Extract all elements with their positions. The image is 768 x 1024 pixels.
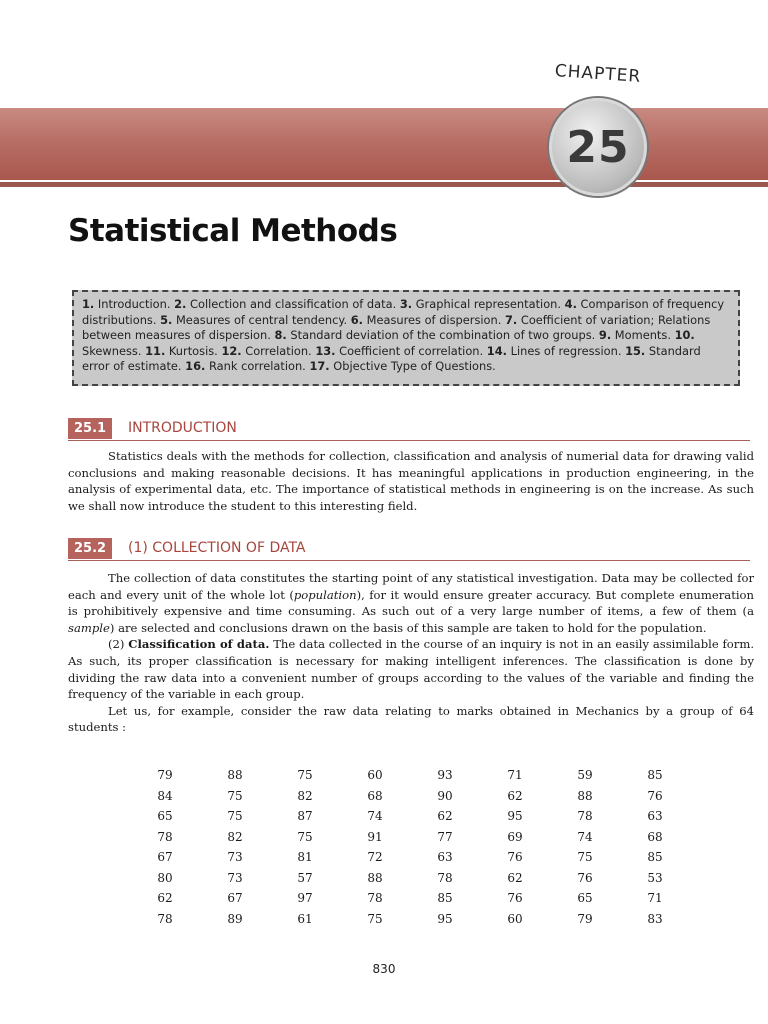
table-cell: 57	[297, 870, 313, 885]
table-cell: 53	[647, 870, 663, 885]
contents-item-number: 1.	[82, 297, 95, 311]
table-cell: 82	[297, 788, 313, 803]
table-cell: 91	[367, 829, 383, 844]
table-cell: 95	[507, 809, 523, 824]
table-cell: 67	[227, 891, 243, 906]
introduction-paragraph	[68, 448, 754, 514]
contents-item-text: Collection and classification of data.	[190, 297, 397, 311]
contents-item-number: 7.	[504, 312, 518, 327]
table-cell: 88	[577, 788, 593, 803]
section-title: INTRODUCTION	[128, 420, 237, 436]
example-paragraph: Let us, for example, consider the raw data relating to marks obtained in Mechanics by a group of 64 students :	[68, 703, 754, 735]
classification-paragraph: (2) Classification of data. The data collected in the course of an inquiry is not in an easily assimilable form. As such, its proper classification is necessary for making intelligent inferences. The classification is done by dividing the raw data into a convenient number of groups according to the values of the variable and finding the frequency of the variable in each group.	[68, 637, 754, 702]
table-cell: 85	[647, 850, 663, 865]
table-cell: 76	[647, 788, 663, 803]
table-cell: 68	[367, 788, 383, 803]
table-cell: 77	[437, 829, 453, 844]
table-cell: 59	[577, 768, 593, 783]
table-cell: 72	[367, 850, 383, 865]
table-cell: 75	[297, 768, 313, 783]
table-cell: 71	[507, 768, 523, 783]
table-cell: 62	[507, 788, 523, 803]
table-cell: 80	[157, 870, 173, 885]
page-title: Statistical Methods	[68, 213, 398, 249]
table-cell: 81	[297, 850, 313, 865]
table-cell: 97	[297, 891, 313, 906]
table-row	[130, 827, 690, 848]
contents-item-number: 9.	[598, 328, 612, 343]
contents-item-number: 5.	[160, 312, 173, 327]
table-cell: 63	[437, 850, 453, 865]
table-cell: 95	[437, 911, 453, 926]
table-cell: 61	[297, 911, 313, 926]
contents-item-text: Introduction.	[97, 297, 171, 311]
table-cell: 76	[507, 850, 523, 865]
table-cell: 88	[367, 870, 383, 885]
contents-item-text: Rank correlation.	[208, 359, 306, 374]
section-heading-introduction	[68, 418, 750, 441]
table-cell: 78	[577, 809, 593, 824]
contents-item-text: Measures of central tendency.	[175, 312, 348, 327]
contents-item-number: 16.	[185, 359, 206, 374]
table-cell: 60	[367, 768, 383, 783]
contents-item-text: Moments.	[614, 328, 671, 343]
table-cell: 79	[577, 911, 593, 926]
contents-item-text: Standard deviation of the combination of two groups.	[290, 328, 596, 343]
table-cell: 74	[577, 829, 593, 844]
table-cell: 90	[437, 788, 453, 803]
table-cell: 82	[227, 829, 243, 844]
contents-item-number: 4.	[564, 297, 577, 311]
table-cell: 78	[367, 891, 383, 906]
table-cell: 76	[507, 891, 523, 906]
contents-item-text: Measures of dispersion.	[366, 312, 502, 327]
contents-item-text: Coefficient of variation; Relations between measures of dispersion.	[82, 312, 711, 343]
table-row	[130, 806, 690, 827]
contents-item-number: 14.	[486, 343, 507, 358]
section-number: 25.1	[68, 418, 112, 439]
table-cell: 67	[157, 850, 173, 865]
table-cell: 83	[647, 911, 663, 926]
contents-item-text: Lines of regression.	[510, 343, 622, 358]
table-row	[130, 909, 690, 930]
contents-item-number: 17.	[309, 359, 330, 374]
contents-item-number: 3.	[399, 297, 413, 311]
table-row	[130, 765, 690, 786]
marks-table	[130, 765, 690, 929]
table-row	[130, 786, 690, 807]
contents-item-text: Graphical representation.	[415, 297, 562, 311]
table-cell: 62	[437, 809, 453, 824]
banner-rule	[0, 182, 768, 187]
table-cell: 79	[157, 768, 173, 783]
table-cell: 69	[507, 829, 523, 844]
table-cell: 84	[157, 788, 173, 803]
table-row	[130, 888, 690, 909]
table-cell: 78	[437, 870, 453, 885]
table-row	[130, 868, 690, 889]
contents-item-text: Standard error of estimate.	[82, 343, 701, 374]
contents-item-text: Objective Type of Questions.	[333, 359, 496, 374]
table-cell: 75	[297, 829, 313, 844]
table-cell: 89	[227, 911, 243, 926]
contents-item-number: 15.	[625, 343, 646, 358]
table-cell: 65	[157, 809, 173, 824]
section-title: (1) COLLECTION OF DATA	[128, 540, 306, 556]
chapter-contents-box	[72, 290, 740, 386]
table-row	[130, 847, 690, 868]
contents-item-number: 10.	[674, 328, 695, 343]
table-cell: 62	[507, 870, 523, 885]
table-cell: 78	[157, 829, 173, 844]
chapter-number: 25	[566, 121, 630, 173]
contents-item-text: Skewness.	[82, 343, 142, 358]
table-cell: 78	[157, 911, 173, 926]
chapter-label: CHAPTER	[554, 61, 642, 87]
table-cell: 75	[227, 788, 243, 803]
table-cell: 87	[297, 809, 313, 824]
table-cell: 65	[577, 891, 593, 906]
table-cell: 76	[577, 870, 593, 885]
table-cell: 73	[227, 870, 243, 885]
table-cell: 85	[647, 768, 663, 783]
contents-item-text: Coefficient of correlation.	[339, 343, 484, 358]
table-cell: 75	[367, 911, 383, 926]
contents-item-number: 11.	[145, 343, 166, 358]
page-number: 830	[372, 962, 396, 976]
table-cell: 88	[227, 768, 243, 783]
table-cell: 60	[507, 911, 523, 926]
contents-item-number: 6.	[350, 312, 363, 327]
table-cell: 75	[577, 850, 593, 865]
contents-item-number: 13.	[315, 343, 336, 358]
table-cell: 75	[227, 809, 243, 824]
contents-item-number: 12.	[221, 343, 242, 358]
table-cell: 71	[647, 891, 663, 906]
collection-paragraphs	[68, 570, 754, 736]
table-cell: 62	[157, 891, 173, 906]
section-heading-collection	[68, 538, 750, 561]
contents-item-text: Kurtosis.	[168, 343, 218, 358]
table-cell: 73	[227, 850, 243, 865]
table-cell: 74	[367, 809, 383, 824]
contents-item-text: Comparison of frequency distributions.	[82, 297, 725, 327]
contents-item-number: 2.	[174, 297, 187, 311]
section-number: 25.2	[68, 538, 112, 559]
table-cell: 68	[647, 829, 663, 844]
collection-paragraph: The collection of data constitutes the starting point of any statistical investigation. Data may be collected for each and every unit of the whole lot (population), for it would ensure greater accuracy. But complete enumeration is prohibitively expensive and time consuming. As such out of a very large number of items, a few of them (a sample) are selected and conclusions drawn on the basis of this sample are taken to hold for the population.	[68, 571, 755, 635]
chapter-banner	[0, 108, 768, 180]
chapter-badge	[549, 98, 647, 196]
paragraph-text: Statistics deals with the methods for collection, classification and analysis of numerial data for drawing valid conclusions and making reasonable decisions. It has meaningful applications in production engineering, in the analysis of experimental data, etc. The importance of statistical methods in engineering is on the increase. As such we shall now introduce the student to this interesting field.	[68, 449, 754, 513]
contents-item-text: Correlation.	[245, 343, 312, 358]
table-cell: 63	[647, 809, 663, 824]
table-cell: 85	[437, 891, 453, 906]
contents-item-number: 8.	[274, 328, 287, 343]
table-cell: 93	[437, 768, 453, 783]
